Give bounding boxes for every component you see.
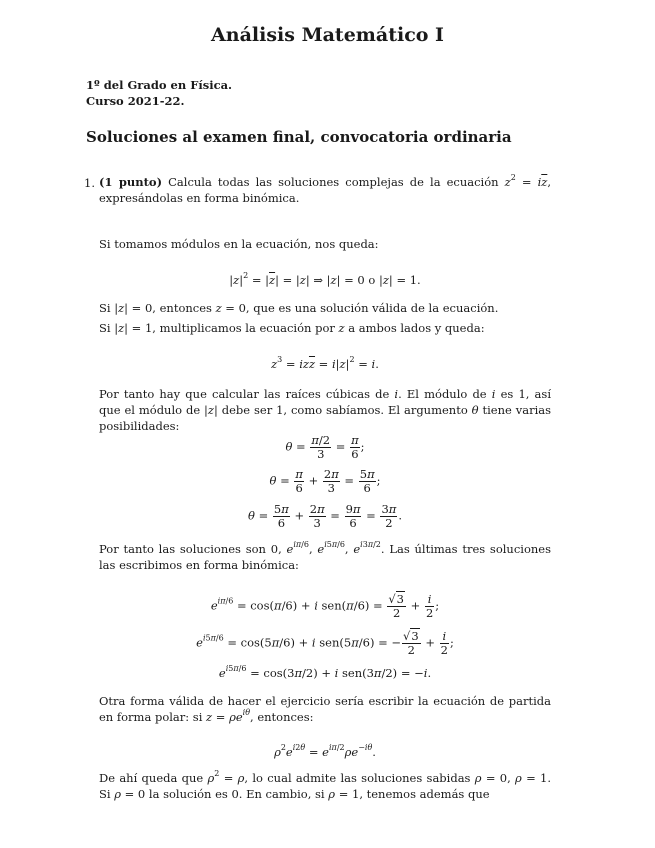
equation-root-2: $e^{i5\pi/6} = \cos(5\pi/6) + i$ sen(5π/6) = − $\frac{√3}{2}$ + $\frac{i}{2}$ ;: [196, 629, 454, 657]
degree-line: 1º del Grado en Física.: [86, 78, 233, 92]
equation-theta-3: θ = $\frac{5\pi}{6}$ + $\frac{2\pi}{3}$ = $\frac{9\pi}{6}$ = $\frac{3\pi}{2}$ .: [248, 502, 402, 530]
equation-polar: $\rho^2e^{i2\theta} = e^{i\pi/2}\rho e^{-i\theta}$.: [274, 743, 376, 759]
section-heading: Soluciones al examen final, convocatoria ordinaria: [86, 128, 512, 146]
solution-paragraph-2: Si |z| = 0, entonces z = 0, que es una solución válida de la ecuación.: [99, 301, 499, 315]
problem-number: 1.: [84, 176, 95, 190]
equation-root-3: $e^{i5\pi/6} = \cos(3\pi/2) + i$ sen(3π/2) = −i.: [218, 664, 432, 680]
equation-theta-1: θ = $\frac{\pi/2}{3}$ = $\frac{\pi}{6}$ ;: [285, 433, 365, 461]
solution-paragraph-6: Otra forma válida de hacer el ejercicio sería escribir la ecuación de partida en forma polar: si $z = \rho e^{i\theta}$, entonces:: [99, 694, 551, 724]
solution-paragraph-7: De ahí queda que $\rho^2 = \rho$, lo cual admite las soluciones sabidas ρ = 0, ρ = 1. Si ρ = 0 la solución es 0. En cambio, si ρ = 1, tenemos además que: [99, 769, 551, 801]
solution-paragraph-4: Por tanto hay que calcular las raíces cúbicas de i. El módulo de i es 1, así que el módulo de |z| debe ser 1, como sabíamos. El argumento θ tiene varias posibilidades:: [99, 387, 551, 433]
solution-paragraph-3: Si |z| = 1, multiplicamos la ecuación por z a ambos lados y queda:: [99, 321, 485, 335]
equation-cube: $z^3 = iz\overline{z} = i|z|^2 = i$.: [271, 355, 379, 371]
solution-paragraph-5: Por tanto las soluciones son 0, $e^{i\pi/6}$, $e^{i5\pi/6}$, $e^{i3\pi/2}$. Las últimas tres soluciones las escribimos en forma binómica:: [99, 540, 551, 572]
problem-statement: (1 punto) Calcula todas las soluciones complejas de la ecuación $z^2 = i\overline{z}$, expresándolas en forma binómica.: [99, 173, 551, 205]
equation-modulus: $|z|^2 = |\overline{z}| = |z|$ ⇒ |z| = 0 o |z| = 1.: [229, 271, 421, 287]
solution-paragraph-1: Si tomamos módulos en la ecuación, nos queda:: [99, 237, 379, 251]
document-title: Análisis Matemático I: [211, 24, 444, 46]
course-line: Curso 2021-22.: [86, 94, 185, 108]
equation-root-1: $e^{i\pi/6} = \cos(\pi/6) + i$ sen(π/6) = $\frac{√3}{2}$ + $\frac{i}{2}$ ;: [210, 592, 440, 620]
problem-points: (1 punto): [99, 175, 163, 189]
equation-theta-2: θ = $\frac{\pi}{6}$ + $\frac{2\pi}{3}$ = $\frac{5\pi}{6}$ ;: [269, 467, 381, 495]
